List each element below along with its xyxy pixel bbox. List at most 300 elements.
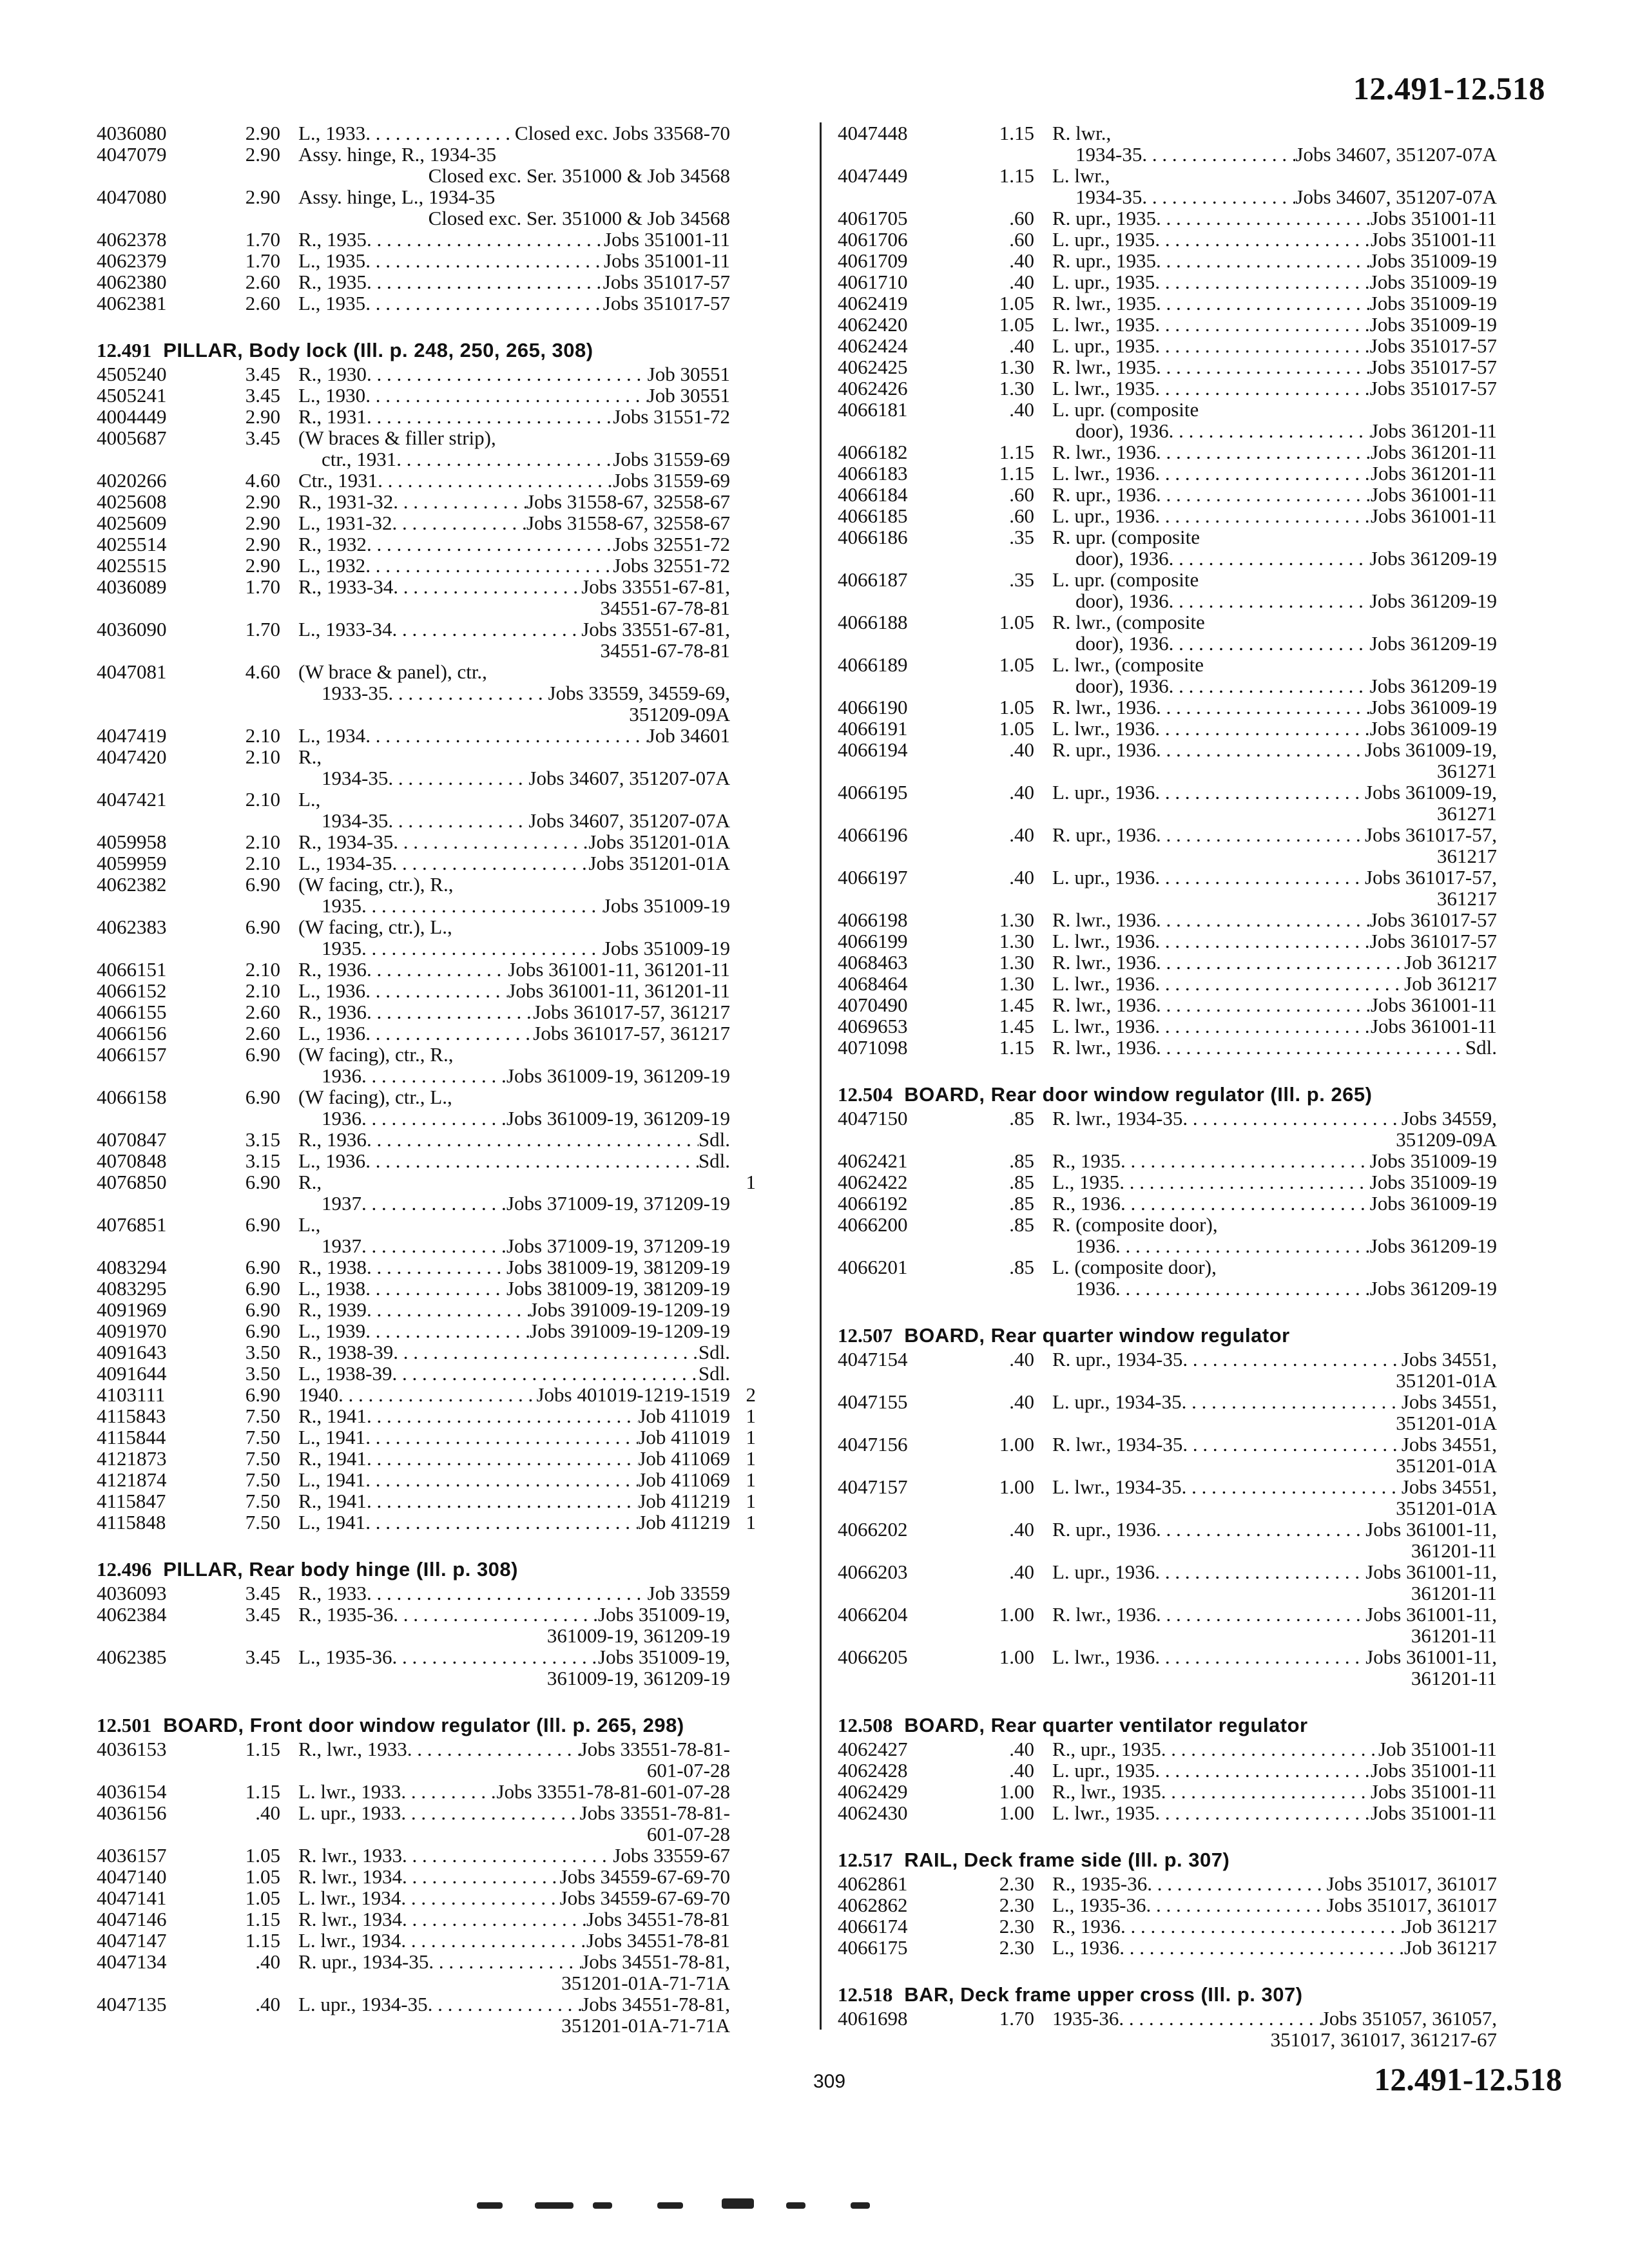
parts-entry — [838, 1391, 1495, 1434]
part-price: 3.15 — [245, 1149, 280, 1172]
part-description — [1052, 867, 1497, 909]
description-line — [1052, 1781, 1497, 1802]
parts-entry — [97, 1930, 805, 1951]
part-number: 4062422 — [838, 1171, 908, 1193]
description-text: R., 1936 — [1052, 1915, 1121, 1937]
description-line — [1052, 1916, 1497, 1937]
dot-leader — [401, 1887, 559, 1908]
part-price: .35 — [1009, 526, 1034, 548]
part-number: 4005687 — [97, 427, 167, 449]
dot-leader — [1155, 1646, 1365, 1667]
part-description — [1052, 1760, 1497, 1781]
part-number: 4068463 — [838, 951, 908, 974]
part-description — [1052, 739, 1497, 782]
part-number: 4062425 — [838, 356, 908, 378]
part-description — [1052, 1434, 1497, 1476]
description-line — [1052, 335, 1497, 356]
part-description — [298, 1994, 730, 2036]
part-number: 4061709 — [838, 249, 908, 272]
description-text: 1935 — [322, 937, 361, 959]
part-price: 1.30 — [999, 972, 1034, 995]
job-numbers: Jobs 351017-57 — [602, 292, 730, 314]
description-text: R., 1938-39 — [298, 1341, 394, 1363]
part-number: 4066200 — [838, 1213, 908, 1236]
part-price: 1.30 — [999, 377, 1034, 399]
description-line — [298, 916, 730, 937]
job-numbers: Jobs 361009-19 — [1369, 1192, 1497, 1215]
part-description — [1052, 484, 1497, 505]
quantity: 1 — [746, 1426, 756, 1448]
description-text: L., 1933-34 — [298, 618, 392, 640]
description-line — [1052, 186, 1497, 207]
part-price: .40 — [1009, 823, 1034, 846]
description-text: L., 1941 — [298, 1468, 366, 1491]
part-price: 2.90 — [245, 186, 280, 208]
job-numbers: Job 361217 — [1404, 1915, 1497, 1937]
part-description — [298, 874, 730, 916]
part-number: 4115847 — [97, 1490, 166, 1512]
part-price: 1.15 — [245, 1780, 280, 1803]
part-number: 4066202 — [838, 1518, 908, 1541]
part-price: 2.10 — [245, 979, 280, 1002]
description-text: L. lwr., 1936 — [1052, 972, 1155, 995]
job-numbers: 351209-09A — [629, 703, 730, 726]
dot-leader — [367, 1001, 533, 1023]
dot-leader — [1169, 675, 1370, 697]
part-price: 1.45 — [999, 994, 1034, 1016]
description-line — [1052, 1434, 1497, 1455]
job-numbers: Jobs 351001-11 — [1370, 228, 1497, 251]
parts-entry — [97, 1129, 805, 1150]
description-line — [298, 122, 730, 144]
dot-leader — [1155, 1760, 1371, 1781]
part-price: 1.15 — [245, 1929, 280, 1952]
description-line — [1052, 293, 1497, 314]
job-numbers: Job 411019 — [638, 1426, 730, 1448]
part-number: 4047141 — [97, 1887, 167, 1909]
part-description — [298, 1256, 730, 1278]
dot-leader — [367, 1299, 530, 1320]
description-text: L., 1936 — [298, 979, 366, 1002]
description-text: R., 1936 — [1052, 1192, 1121, 1215]
section-code: 12.491 — [97, 339, 152, 361]
part-number: 4069653 — [838, 1015, 908, 1037]
description-line — [1052, 782, 1497, 803]
part-number: 4066186 — [838, 526, 908, 548]
part-number: 4070490 — [838, 994, 908, 1016]
description-text: 1934-35 — [322, 809, 389, 832]
part-price: 6.90 — [245, 1171, 280, 1193]
description-text: R. lwr., 1936 — [1052, 994, 1157, 1016]
description-line — [1052, 526, 1497, 548]
description-line — [1052, 697, 1497, 718]
parts-entry — [838, 356, 1495, 378]
part-number: 4076851 — [97, 1213, 167, 1236]
parts-entry — [97, 1490, 805, 1512]
part-description — [1052, 697, 1497, 718]
dot-leader — [393, 491, 526, 512]
description-text: R. upr., 1936 — [1052, 738, 1157, 761]
job-numbers: 361217 — [1437, 845, 1497, 867]
part-description — [298, 533, 730, 555]
part-price: 2.10 — [245, 831, 280, 853]
part-price: 2.10 — [245, 745, 280, 768]
part-number: 4083294 — [97, 1256, 167, 1278]
part-description — [298, 619, 730, 661]
job-numbers: Jobs 351057, 361057, — [1321, 2007, 1497, 2030]
dot-leader — [1119, 1171, 1370, 1193]
part-price: 2.90 — [245, 122, 280, 144]
description-line — [298, 1930, 730, 1951]
part-description — [1052, 441, 1497, 463]
part-price: 2.90 — [245, 512, 280, 534]
parts-entry — [97, 1994, 805, 2036]
dot-leader — [365, 293, 603, 314]
part-description — [1052, 1738, 1497, 1760]
job-numbers: 361009-19, 361209-19 — [546, 1667, 730, 1689]
dot-leader — [1121, 1916, 1404, 1937]
part-price: 1.05 — [999, 292, 1034, 314]
dot-leader — [361, 1193, 506, 1214]
parts-entry — [97, 576, 805, 619]
parts-entry — [97, 533, 805, 555]
part-number: 4115843 — [97, 1405, 166, 1427]
description-text: (W facing, ctr.), L., — [298, 916, 452, 938]
part-price: 3.45 — [245, 1582, 280, 1604]
description-line — [1052, 420, 1497, 441]
part-price: 1.15 — [245, 1738, 280, 1760]
dot-leader — [367, 1448, 638, 1469]
dot-leader — [1169, 420, 1371, 441]
parts-entry — [838, 271, 1495, 293]
parts-entry — [838, 526, 1495, 569]
part-number: 4047154 — [838, 1348, 908, 1370]
part-description — [298, 1604, 730, 1646]
job-numbers: Jobs 361001-11 — [1370, 994, 1497, 1016]
job-numbers: Jobs 351009-19 — [1369, 1149, 1497, 1172]
parts-entry — [97, 555, 805, 576]
parts-entry — [97, 1044, 805, 1086]
description-line — [298, 959, 730, 980]
description-text: R., 1939 — [298, 1298, 367, 1321]
dot-leader — [365, 1023, 533, 1044]
job-numbers: Sdl. — [698, 1128, 730, 1151]
section-title: BAR, Deck frame upper cross (Ill. p. 307) — [904, 1983, 1303, 2006]
description-text: R., lwr., 1935 — [1052, 1780, 1161, 1803]
parts-entry — [838, 1349, 1495, 1391]
dot-leader — [396, 448, 613, 470]
part-description — [1052, 1015, 1497, 1037]
parts-entry — [97, 1001, 805, 1023]
description-text: R. upr., 1936 — [1052, 1518, 1157, 1541]
dot-leader — [365, 1469, 638, 1490]
dot-leader — [1182, 1349, 1401, 1370]
job-numbers: Jobs 31559-69 — [613, 448, 730, 470]
part-number: 4047156 — [838, 1433, 908, 1456]
part-description — [298, 1908, 730, 1930]
part-price: 3.50 — [245, 1362, 280, 1385]
job-numbers: Jobs 33551-78-81-601-07-28 — [496, 1780, 730, 1803]
description-line — [298, 831, 730, 852]
part-price: 3.50 — [245, 1341, 280, 1363]
part-price: .40 — [1009, 1759, 1034, 1782]
part-description — [298, 1930, 730, 1951]
parts-entry — [838, 930, 1495, 952]
description-line — [298, 1086, 730, 1108]
part-description — [298, 1802, 730, 1845]
dot-leader — [1155, 867, 1365, 888]
description-line — [298, 293, 730, 314]
part-description — [298, 363, 730, 385]
description-line — [1052, 739, 1497, 760]
parts-entry — [838, 952, 1495, 973]
description-line — [298, 1023, 730, 1044]
description-line — [298, 555, 730, 576]
parts-entry — [838, 973, 1495, 994]
part-number: 4066187 — [838, 568, 908, 591]
dot-leader — [367, 1582, 648, 1604]
description-line — [1052, 122, 1497, 144]
description-line — [298, 1760, 730, 1781]
description-line — [1052, 378, 1497, 399]
job-numbers: Closed exc. Jobs 33568-70 — [514, 122, 730, 144]
description-text: R., 1941 — [298, 1490, 367, 1512]
part-description — [298, 1512, 730, 1533]
part-price: .85 — [1009, 1107, 1034, 1129]
job-numbers: Jobs 361017-57, — [1365, 866, 1497, 889]
part-price: .40 — [1009, 1561, 1034, 1583]
part-price: 2.30 — [999, 1872, 1034, 1895]
dot-leader — [1155, 314, 1369, 335]
description-text: R. lwr., 1933 — [298, 1844, 403, 1867]
dot-leader — [392, 512, 526, 533]
job-numbers: 351017, 361017, 361217-67 — [1270, 2028, 1497, 2051]
part-description — [1052, 1937, 1497, 1958]
parts-entry — [838, 1916, 1495, 1937]
parts-entry — [838, 1738, 1495, 1760]
description-text: L. upr. (composite — [1052, 398, 1199, 421]
part-description — [298, 271, 730, 293]
description-text: 1933-35 — [322, 682, 389, 704]
parts-entry — [838, 1015, 1495, 1037]
section-heading — [97, 1559, 805, 1580]
part-number: 4066183 — [838, 462, 908, 485]
part-description — [1052, 229, 1497, 250]
part-number: 4061698 — [838, 2007, 908, 2030]
job-numbers: Jobs 351001-11 — [1370, 1780, 1497, 1803]
description-line — [298, 1150, 730, 1171]
job-numbers: Jobs 351001-11 — [1370, 207, 1497, 229]
description-line — [298, 597, 730, 619]
section-heading — [838, 1984, 1495, 2005]
parts-entry — [838, 1519, 1495, 1561]
part-price: 2.60 — [245, 1001, 280, 1023]
description-text: L. lwr., 1935 — [1052, 1802, 1155, 1824]
quantity: 1 — [746, 1490, 756, 1512]
parts-entry — [838, 229, 1495, 250]
parts-entry — [97, 470, 805, 491]
dot-leader — [393, 1604, 598, 1625]
description-text: L., 1932 — [298, 554, 366, 577]
part-number: 4066151 — [97, 958, 167, 981]
dot-leader — [361, 895, 603, 916]
parts-entry — [838, 1193, 1495, 1214]
description-line — [298, 1625, 730, 1646]
description-line — [298, 1129, 730, 1150]
parts-entry — [97, 144, 805, 186]
part-number: 4047421 — [97, 788, 167, 811]
dot-leader — [1121, 1193, 1370, 1214]
part-number: 4059958 — [97, 831, 167, 853]
part-price: 1.70 — [245, 249, 280, 272]
part-description — [1052, 654, 1497, 697]
part-number: 4066182 — [838, 441, 908, 463]
part-number: 4047081 — [97, 660, 167, 683]
description-text: R. upr., 1934-35 — [1052, 1348, 1183, 1370]
description-line — [1052, 1370, 1497, 1391]
part-price: 2.60 — [245, 271, 280, 293]
description-text: Assy. hinge, L., 1934-35 — [298, 186, 496, 208]
dot-leader — [365, 1278, 506, 1299]
description-line — [298, 186, 730, 207]
description-line — [298, 576, 730, 597]
job-numbers: Jobs 351009-19 — [1369, 313, 1497, 336]
parts-entry — [97, 1887, 805, 1908]
description-line — [298, 1994, 730, 2015]
part-number: 4066152 — [97, 979, 167, 1002]
part-number: 4066155 — [97, 1001, 167, 1023]
part-description — [298, 1582, 730, 1604]
section-title: BOARD, Rear door window regulator (Ill. p. 265) — [904, 1083, 1373, 1106]
description-line — [1052, 1391, 1497, 1412]
part-number: 4066175 — [838, 1936, 908, 1959]
dot-leader — [367, 271, 603, 293]
section-heading — [838, 1849, 1495, 1870]
description-line — [1052, 675, 1497, 697]
description-text: L., 1934 — [298, 724, 366, 747]
part-description — [298, 725, 730, 746]
part-description — [1052, 1873, 1497, 1894]
job-numbers: Jobs 351009-19 — [1369, 292, 1497, 314]
description-line — [1052, 1497, 1497, 1519]
part-price: 6.90 — [245, 1277, 280, 1300]
description-line — [298, 682, 730, 704]
part-price: .40 — [255, 1802, 280, 1824]
description-text: L., 1934-35 — [298, 852, 392, 874]
job-numbers: Jobs 361009-19, 361209-19 — [506, 1107, 730, 1129]
parts-entry — [97, 1604, 805, 1646]
job-numbers: Jobs 351009-19 — [602, 894, 730, 917]
description-line — [1052, 1349, 1497, 1370]
description-text: L. upr., 1935 — [1052, 271, 1155, 293]
dot-leader — [1155, 1802, 1371, 1823]
description-text: L. lwr., 1936 — [1052, 930, 1155, 952]
dot-leader — [1155, 718, 1369, 739]
part-description — [298, 1086, 730, 1129]
description-text: L., 1936 — [298, 1149, 366, 1172]
dot-leader — [1156, 293, 1370, 314]
part-description — [1052, 271, 1497, 293]
description-line — [1052, 1476, 1497, 1497]
description-line — [298, 533, 730, 555]
dot-leader — [1169, 590, 1370, 611]
part-price: .60 — [1009, 483, 1034, 506]
job-numbers: Job 361217 — [1404, 951, 1497, 974]
part-price: 1.05 — [245, 1844, 280, 1867]
description-line — [298, 1604, 730, 1625]
part-description — [298, 1427, 730, 1448]
section-heading — [97, 340, 805, 361]
parts-entry — [97, 1845, 805, 1866]
part-price: 2.60 — [245, 292, 280, 314]
parts-entry — [97, 427, 805, 470]
part-price: 2.10 — [245, 724, 280, 747]
job-numbers: Jobs 361001-11, 361201-11 — [508, 979, 730, 1002]
part-description — [1052, 2008, 1497, 2050]
part-number: 4047134 — [97, 1950, 167, 1973]
dot-leader — [365, 1150, 699, 1171]
description-line — [1052, 1738, 1497, 1760]
description-line — [1052, 569, 1497, 590]
part-number: 4061705 — [838, 207, 908, 229]
job-numbers: Jobs 32551-72 — [613, 533, 730, 555]
description-text: L. upr., 1935 — [1052, 228, 1155, 251]
job-numbers: Jobs 351009-19 — [1369, 1171, 1497, 1193]
description-line — [298, 1341, 730, 1363]
part-price: 1.00 — [999, 1646, 1034, 1668]
dot-leader — [402, 1845, 613, 1866]
part-number: 4091643 — [97, 1341, 167, 1363]
part-price: 1.15 — [245, 1908, 280, 1930]
part-number: 4047150 — [838, 1107, 908, 1129]
description-text: ctr., 1931 — [322, 448, 397, 470]
parts-entry — [838, 1434, 1495, 1476]
description-line — [1052, 1193, 1497, 1214]
part-price: .85 — [1009, 1213, 1034, 1236]
section-code: 12.504 — [838, 1083, 893, 1106]
dot-leader — [367, 1256, 506, 1278]
part-price: 1.70 — [999, 2007, 1034, 2030]
part-description — [298, 661, 730, 725]
dot-leader — [392, 1363, 699, 1384]
description-line — [298, 1845, 730, 1866]
description-line — [1052, 1519, 1497, 1540]
part-price: .40 — [1009, 781, 1034, 803]
part-description — [298, 959, 730, 980]
section-code: 12.518 — [838, 1983, 893, 2006]
dot-leader — [365, 385, 647, 406]
part-description — [298, 1363, 730, 1384]
parts-entry — [97, 1738, 805, 1781]
section-heading — [838, 1084, 1495, 1105]
parts-entry — [838, 611, 1495, 654]
part-description — [1052, 569, 1497, 611]
part-number: 4066196 — [838, 823, 908, 846]
quantity: 1 — [746, 1405, 756, 1427]
job-numbers: 351209-09A — [1396, 1128, 1497, 1151]
description-text: R. lwr., 1936 — [1052, 1603, 1157, 1626]
description-line — [1052, 1214, 1497, 1235]
description-text: L., 1935-36 — [298, 1646, 392, 1668]
description-text: R. lwr., — [1052, 122, 1112, 144]
parts-entry — [97, 661, 805, 725]
description-text: L. upr., 1934-35 — [1052, 1390, 1182, 1413]
part-number: 4047079 — [97, 143, 167, 166]
parts-entry — [838, 1604, 1495, 1646]
job-numbers: Job 411219 — [638, 1511, 730, 1533]
part-description — [1052, 1037, 1497, 1058]
description-text: 1936 — [1075, 1277, 1115, 1300]
